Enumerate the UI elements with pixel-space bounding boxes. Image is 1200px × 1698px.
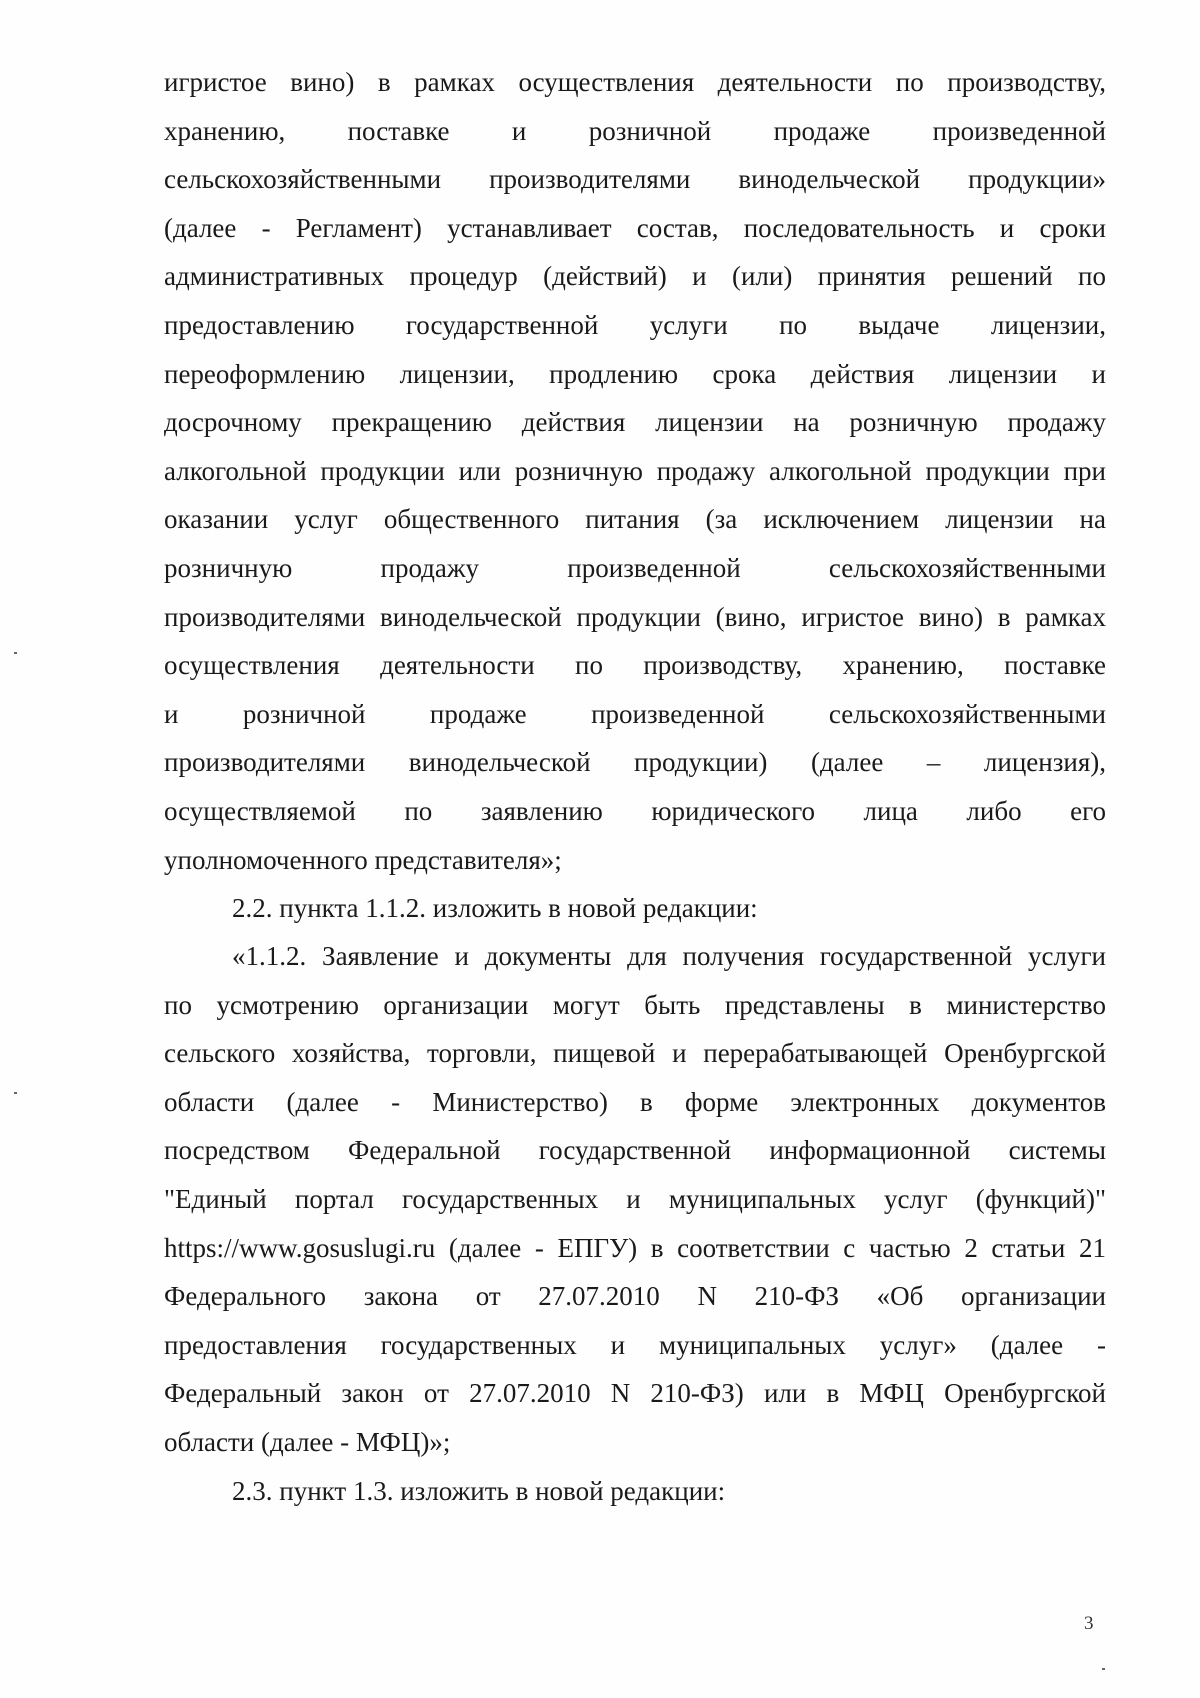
- paragraph-item-1-1-2: [164, 932, 1106, 1467]
- text-line: Федерального закона от 27.07.2010 N 210-ФЗ «Об организации: [164, 1281, 1106, 1312]
- text-line: по усмотрению организации могут быть представлены в министерство: [164, 989, 1106, 1020]
- text-line: оказании услуг общественного питания (за исключением лицензии на: [164, 504, 1106, 535]
- text-line: предоставления государственных и муниципальных услуг» (далее -: [164, 1329, 1106, 1360]
- text-line: 2.2. пункта 1.1.2. изложить в новой редакции:: [232, 893, 758, 923]
- paragraph-item-2-3: [164, 1467, 1106, 1516]
- text-line: сельского хозяйства, торговли, пищевой и перерабатывающей Оренбургской: [164, 1038, 1106, 1069]
- text-line: производителями винодельческой продукции (вино, игристое вино) в рамках: [164, 601, 1106, 632]
- text-line: осуществления деятельности по производству, хранению, поставке: [164, 650, 1106, 681]
- text-line: досрочному прекращению действия лицензии на розничную продажу: [164, 407, 1106, 438]
- text-line: 2.3. пункт 1.3. изложить в новой редакции:: [232, 1476, 726, 1506]
- text-line: переоформлению лицензии, продлению срока действия лицензии и: [164, 358, 1106, 389]
- text-line: области (далее - МФЦ)»;: [164, 1426, 451, 1457]
- text-line: (далее - Регламент) устанавливает состав, последовательность и сроки: [164, 212, 1106, 243]
- scan-speck: [14, 1092, 17, 1094]
- text-line: игристое вино) в рамках осуществления деятельности по производству,: [164, 67, 1106, 97]
- scan-speck: [14, 652, 17, 654]
- text-line: уполномоченного представителя»;: [164, 844, 562, 875]
- text-line: предоставлению государственной услуги по выдаче лицензии,: [164, 309, 1106, 340]
- text-line: «1.1.2. Заявление и документы для получения государственной услуги: [232, 941, 1106, 971]
- paragraph-regulation-scope: [164, 58, 1106, 884]
- text-line: розничную продажу произведенной сельскохозяйственными: [164, 552, 1106, 583]
- text-line: алкогольной продукции или розничную продажу алкогольной продукции при: [164, 455, 1106, 486]
- text-line: и розничной продаже произведенной сельскохозяйственными: [164, 698, 1106, 729]
- text-line: производителями винодельческой продукции) (далее – лицензия),: [164, 747, 1106, 778]
- text-line: посредством Федеральной государственной информационной системы: [164, 1135, 1106, 1166]
- text-line: осуществляемой по заявлению юридического лица либо его: [164, 795, 1106, 826]
- scan-speck: [1102, 1668, 1105, 1670]
- text-line: области (далее - Министерство) в форме электронных документов: [164, 1086, 1106, 1117]
- text-line: хранению, поставке и розничной продаже произведенной: [164, 115, 1106, 146]
- page-number: 3: [1084, 1613, 1094, 1634]
- text-line: сельскохозяйственными производителями винодельческой продукции»: [164, 164, 1106, 195]
- text-line: https://www.gosuslugi.ru (далее - ЕПГУ) в соответствии с частью 2 статьи 21: [164, 1232, 1106, 1263]
- text-line: административных процедур (действий) и (или) принятия решений по: [164, 261, 1106, 292]
- text-line: Федеральный закон от 27.07.2010 N 210-ФЗ) или в МФЦ Оренбургской: [164, 1378, 1106, 1409]
- paragraph-item-2-2: [164, 884, 1106, 933]
- text-line: "Единый портал государственных и муниципальных услуг (функций)": [164, 1183, 1106, 1214]
